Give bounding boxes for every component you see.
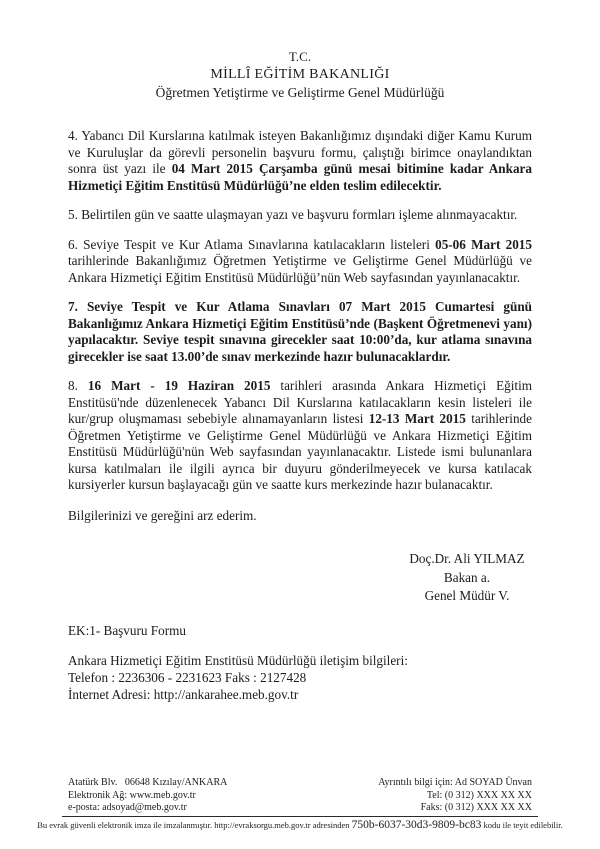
- footer-email-line: e-posta: adsoyad@meb.gov.tr: [68, 802, 187, 813]
- paragraph-segment-bold: 7. Seviye Tespit ve Kur Atlama Sınavları 07 Mart 2015 Cumartesi günü Bakanlığımız Ankara Hizmetiçi Eğitim Enstitüsü’nde (Başkent Öğretmenevi yanı) yapılacaktır. Seviye tespit sınavına girecekler saat 10:00’da, kur atlama sınavına girecekler ise saat 13.00’de sınav merkezinde hazır bulunacaklardır.: [68, 299, 532, 364]
- signatory-name: Doç.Dr. Ali YILMAZ: [409, 551, 525, 566]
- closing-line: Bilgilerinizi ve gereğini arz ederim.: [68, 507, 257, 523]
- paragraph-item-7: [68, 299, 532, 365]
- footer-address-line: Atatürk Blv. 06648 Kızılay/ANKARA: [68, 777, 228, 788]
- footer-info-block: [378, 777, 532, 815]
- paragraph-item-5: [68, 207, 532, 224]
- paragraph-segment: tarihleri arasında Ankara Hizmetiçi Eğitim Enstitüsü'nde düzenlenecek Yabancı Dil Kurslarına katılacakların kesin listeleri ile kur/grup oluşmaması sebebiyle alınamayanların listesi: [68, 378, 533, 426]
- verification-line: [0, 819, 600, 831]
- verify-prefix: Bu evrak güvenli elektronik imza ile imzalanmıştır. http://evraksorgu.meb.gov.tr adresinden: [37, 820, 352, 830]
- letterhead-tc: T.C.: [288, 49, 312, 64]
- paragraph-segment-bold: 12-13 Mart 2015: [368, 411, 466, 426]
- paragraph-item-8: [68, 378, 532, 494]
- footer-network-line: Elektronik Ağ: www.meb.gov.tr: [68, 789, 196, 801]
- letterhead: [0, 0, 600, 102]
- footer-fax-line: Faks: (0 312) XXX XX XX: [420, 802, 532, 813]
- footer-divider: [62, 816, 538, 817]
- contact-heading: Ankara Hizmetiçi Eğitim Enstitüsü Müdürlüğü iletişim bilgileri:: [68, 652, 408, 668]
- letter-body: [68, 128, 532, 703]
- paragraph-segment: 8.: [68, 378, 88, 393]
- signatory-title-1: Bakan a.: [443, 569, 491, 585]
- signatory-title-2: Genel Müdür V.: [424, 588, 510, 603]
- footer-info-line: Ayrıntılı bilgi için: Ad SOYAD Ünvan: [378, 777, 532, 788]
- contact-block: [68, 652, 532, 703]
- letterhead-directorate: Öğretmen Yetiştirme ve Geliştirme Genel Müdürlüğü: [155, 85, 445, 100]
- paragraph-segment: 4. Yabancı Dil Kurslarına katılmak isteyen Bakanlığımız dışındaki diğer Kamu Kurum ve Kuruluşlar da görevli personelin başvuru formu, çalıştığı birimce onaylandıktan sonra üst yazı ile: [68, 128, 532, 176]
- attachment-line: EK:1- Başvuru Formu: [68, 622, 186, 638]
- verify-code: 750b-6037-30d3-9809-bc83: [351, 819, 482, 831]
- verify-suffix: kodu ile teyit edilebilir.: [481, 820, 563, 830]
- paragraph-segment-bold: 04 Mart 2015 Çarşamba günü mesai bitimine kadar Ankara Hizmetiçi Eğitim Enstitüsü Müdürlüğü’ne elden teslim edilecektir.: [68, 161, 532, 193]
- paragraph-segment: tarihlerinde Öğretmen Yetiştirme ve Geliştirme Genel Müdürlüğü ve Ankara Hizmetiçi Eğitim Enstitüsü Müdürlüğü'nün Web sayfasından yayınlanacaktır. Listede ismi bulunanlara kursa katılmaları ile ilgili ayrıca bir duyuru gönderilmeyecek ve kursa katılacak kursiyerler kursun başlayacağı gün ve saatte kurs merkezinde hazır bulanacaktır.: [68, 411, 532, 492]
- paragraph-segment-bold: 05-06 Mart 2015: [435, 236, 532, 252]
- footer: [68, 777, 532, 815]
- contact-phone: Telefon : 2236306 - 2231623 Faks : 2127428: [68, 669, 307, 685]
- paragraph-segment-bold: 16 Mart - 19 Haziran 2015: [87, 378, 271, 393]
- paragraph-segment: 5. Belirtilen gün ve saatte ulaşmayan yazı ve başvuru formları işleme alınmayacaktır.: [68, 207, 518, 222]
- paragraph-segment: tarihlerinde Bakanlığımız Öğretmen Yetiştirme ve Geliştirme Genel Müdürlüğü ve Ankara Hizmetiçi Eğitim Enstitüsü Müdürlüğü’nün Web sayfasından yayınlanacaktır.: [68, 253, 532, 285]
- paragraph-item-6: [68, 237, 532, 287]
- paragraph-segment: 6. Seviye Tespit ve Kur Atlama Sınavlarına katılacakların listeleri: [68, 236, 436, 252]
- signature-block: [367, 550, 567, 606]
- footer-tel-line: Tel: (0 312) XXX XX XX: [426, 789, 532, 801]
- letterhead-ministry: MİLLÎ EĞİTİM BAKANLIĞI: [210, 67, 390, 82]
- contact-website: İnternet Adresi: http://ankarahee.meb.gov.tr: [68, 686, 299, 702]
- footer-address-block: [68, 777, 227, 815]
- paragraph-item-4: [68, 128, 532, 194]
